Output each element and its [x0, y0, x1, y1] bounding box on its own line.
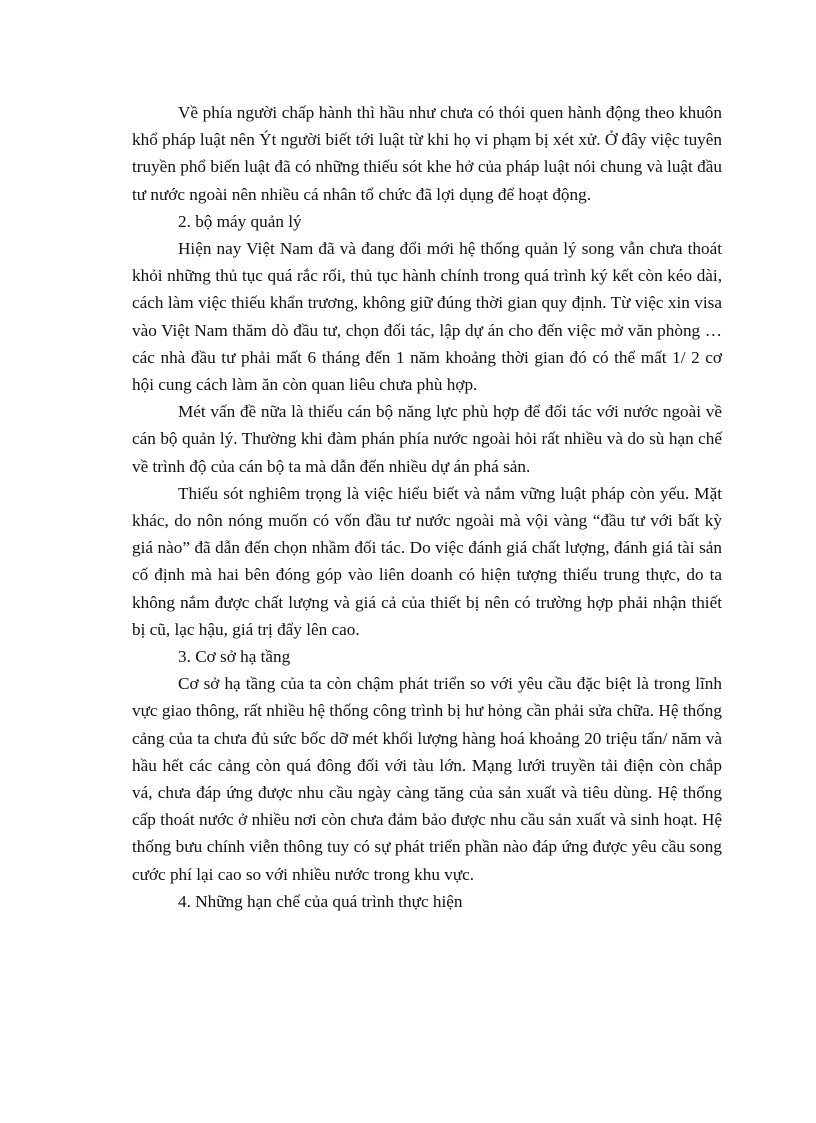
paragraph-law-enforcement: Về phía người chấp hành thì hầu như chưa có thói quen hành động theo khuôn khổ pháp luật nên Ýt người biết tới luật từ khi họ vi phạm bị xét xử. Ở đây việc tuyên truyền phổ biến luật đã có những thiếu sót khe hở của pháp luật nói chung và luật đầu tư nước ngoài nên nhiều cá nhân tổ chức đã lợi dụng để hoạt động. — [132, 103, 722, 204]
paragraph-infrastructure: Cơ sở hạ tầng của ta còn chậm phát triển so với yêu cầu đặc biệt là trong lĩnh vực giao thông, rất nhiều hệ thống công trình bị hư hỏng cần phải sửa chữa. Hệ thống cảng của ta chưa đủ sức bốc dỡ mét khối lượng hàng hoá khoảng 20 triệu tấn/ năm và hầu hết các cảng còn quá đông đối với tàu lớn. Mạng lưới truyền tải điện còn chắp vá, chưa đáp ứng được nhu cầu ngày càng tăng của sản xuất và tiêu dùng. Hệ thống cấp thoát nước ở nhiều nơi còn chưa đảm bảo được nhu cầu sản xuất và sinh hoạt. Hệ thống bưu chính viễn thông tuy có sự phát triển phần nào đáp ứng được yêu cầu song cước phí lại cao so với nhiều nước trong khu vực. — [132, 674, 722, 884]
document-body — [132, 99, 722, 915]
paragraph-legal-shortcomings: Thiếu sót nghiêm trọng là việc hiểu biết và nắm vững luật pháp còn yếu. Mặt khác, do nôn nóng muốn có vốn đầu tư nước ngoài mà vội vàng “đầu tư với bất kỳ giá nào” đã dẫn đến chọn nhầm đối tác. Do việc đánh giá chất lượng, đánh giá tài sản cố định mà hai bên đóng góp vào liên doanh có hiện tượng thiếu trung thực, do ta không nắm được chất lượng và giá cả của thiết bị nên có trường hợp phải nhận thiết bị cũ, lạc hậu, giá trị đẩy lên cao. — [132, 483, 722, 639]
paragraph-staff-capacity: Mét vấn đề nữa là thiếu cán bộ năng lực phù hợp để đối tác với nước ngoài về cán bộ quản lý. Thường khi đàm phán phía nước ngoài hỏi rất nhiều và do sù hạn chế về trình độ của cán bộ ta mà dẫn đến nhiều dự án phá sản. — [132, 402, 722, 476]
heading-management-apparatus: 2. bộ máy quản lý — [178, 211, 302, 231]
paragraph-administrative-procedures: Hiện nay Việt Nam đã và đang đổi mới hệ thống quản lý song vẫn chưa thoát khỏi những thủ tục quá rắc rối, thủ tục hành chính trong quá trình ký kết còn kéo dài, cách làm việc thiếu khẩn trương, không giữ đúng thời gian quy định. Từ việc xin visa vào Việt Nam thăm dò đầu tư, chọn đối tác, lập dự án cho đến việc mở văn phòng … các nhà đầu tư phải mất 6 tháng đến 1 năm khoảng thời gian đó có thể mất 1/ 2 cơ hội cung cách làm ăn còn quan liêu chưa phù hợp. — [132, 239, 722, 395]
heading-implementation-limits: 4. Những hạn chế của quá trình thực hiện — [178, 891, 463, 911]
heading-infrastructure: 3. Cơ sở hạ tầng — [178, 647, 291, 667]
